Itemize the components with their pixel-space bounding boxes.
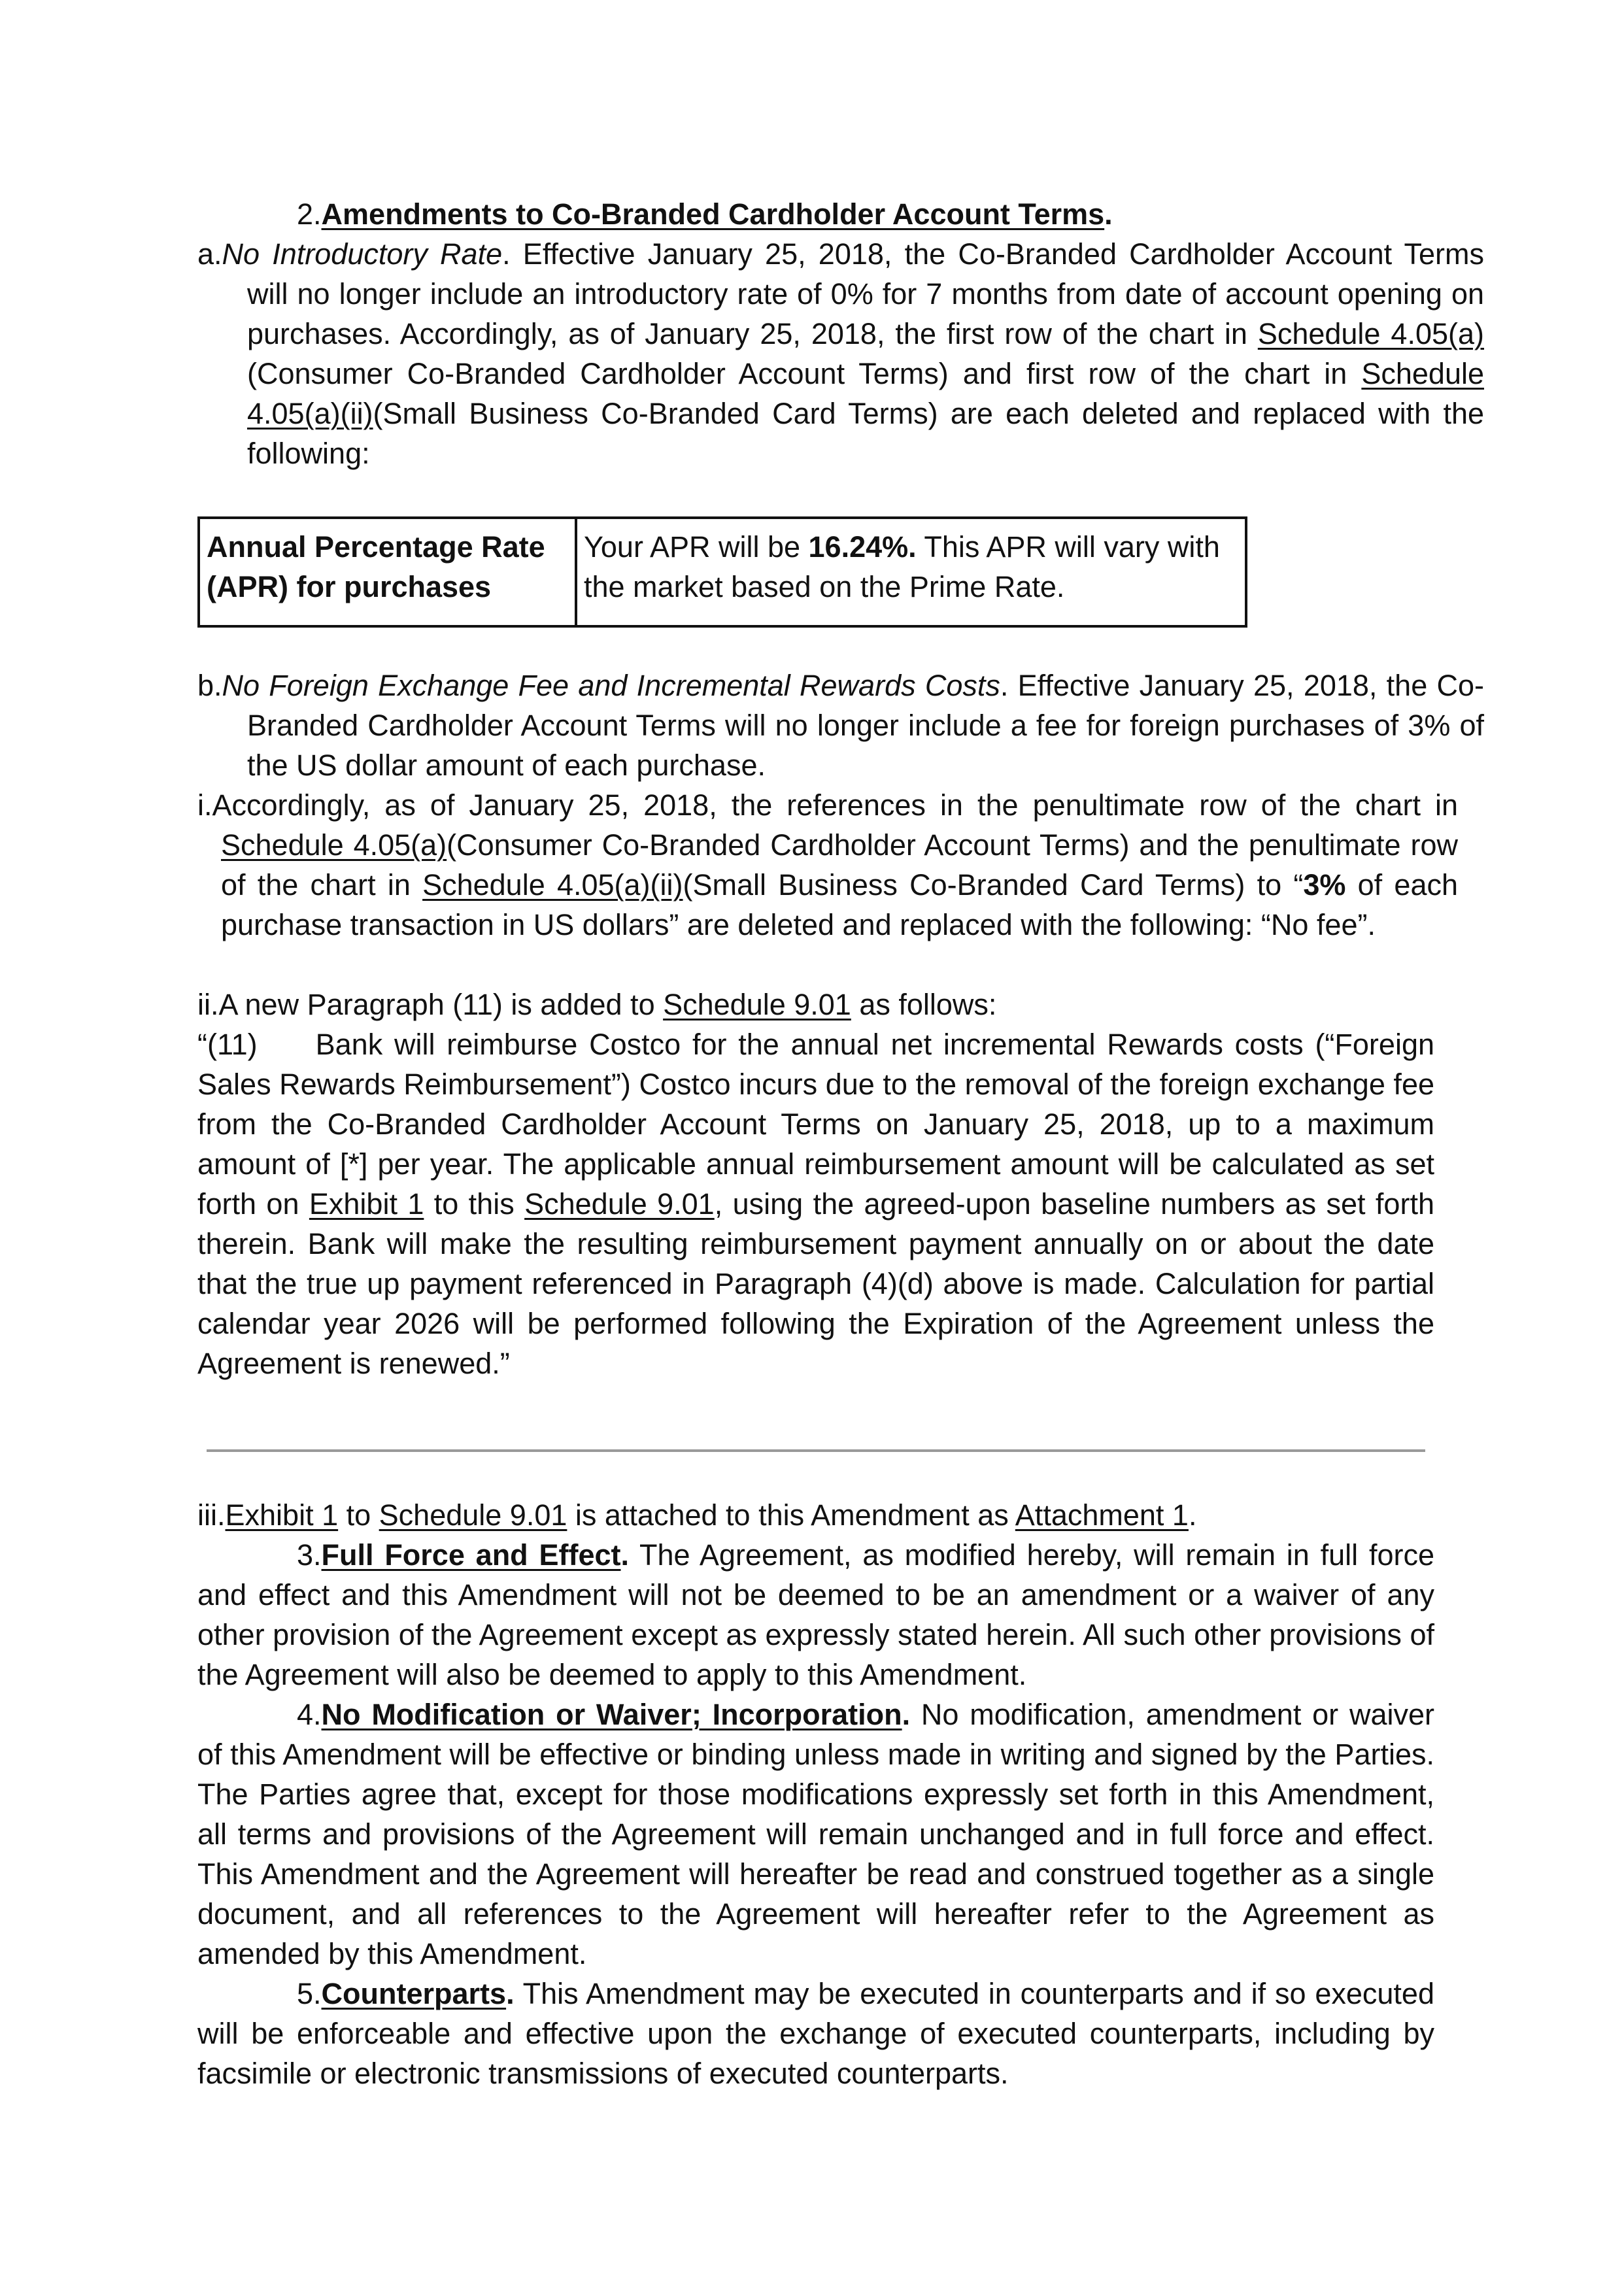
punctuation: . (902, 1698, 911, 1731)
punctuation: . (506, 1977, 515, 2010)
punctuation: . (1104, 197, 1113, 231)
schedule-reference: Schedule 4.05(a) (221, 828, 447, 862)
apr-label-cell: Annual Percentage Rate (APR) for purchases (199, 518, 576, 626)
punctuation: . (620, 1538, 630, 1572)
apr-text: Your APR will be (584, 530, 809, 564)
section-5 (197, 1974, 1434, 2093)
punctuation: . (1188, 1498, 1197, 1532)
apr-rate: 16.24%. (808, 530, 917, 564)
clause-b-i (197, 785, 1458, 945)
clause-b-ii (197, 985, 1434, 1024)
quote-text: , using the agreed-upon baseline numbers as set forth therein. Bank will make the resulting reimbursement payment annually on or about the date that the true up payment referenced in Paragraph (4)(d) above is made. Calculation for partial calendar year 2026 will be performed following the Expiration of the Agreement unless the Agreement is renewed.” (197, 1187, 1443, 1380)
section-2-heading (197, 194, 1534, 234)
section-number: 4. (297, 1698, 322, 1731)
clause-a (197, 234, 1484, 473)
exhibit-reference: Exhibit 1 (309, 1187, 424, 1221)
section-3 (197, 1535, 1434, 1695)
quote-text: “(11) Bank will reimburse Costco for the annual net incremental Rewards costs (“Foreign Sales Rewards Reimbursement”) Costco incurs due to the removal of the foreign exchange fee from the Co-Branded Cardholder Account Terms on January 25, 2018, up to a maximum amount of [*] per year. The applicable annual reimbursement amount will be calculated as set forth on (197, 1028, 1443, 1221)
quote-text: to this (424, 1187, 525, 1221)
clause-title: No Introductory Rate (222, 237, 503, 271)
table-row (199, 518, 1246, 626)
section-number: 5. (297, 1977, 322, 2010)
attachment-reference: Attachment 1 (1015, 1498, 1189, 1532)
schedule-reference: Schedule 4.05(a) (1257, 317, 1484, 350)
clause-label: a. (197, 237, 222, 271)
clause-text: . Effective January 25, 2018, the Co-Branded Cardholder Account Terms will no longer include an introductory rate of 0% for 7 months from date of account opening on purchases. Accordingly, as of January 25, 2018, the first row of the chart in (247, 237, 1484, 350)
clause-text: (Small Business Co-Branded Card Terms) are each deleted and replaced with the following: (247, 397, 1484, 470)
apr-value-cell (576, 518, 1246, 626)
section-title: Full Force and Effect (321, 1538, 621, 1572)
clause-text: (Consumer Co-Branded Cardholder Account Terms) and first row of the chart in (247, 357, 1362, 390)
clause-b-iii (197, 1495, 1434, 1535)
section-text: No modification, amendment or waiver of this Amendment will be effective or binding unless made in writing and signed by the Parties. The Parties agree that, except for those modifications expressly set forth in this Amendment, all terms and provisions of the Agreement will remain unchanged and in full force and effect. This Amendment and the Agreement will hereafter be read and construed together as a single document, and all references to the Agreement will hereafter refer to the Agreement as amended by this Amendment. (197, 1698, 1434, 1970)
clause-b (197, 666, 1484, 785)
section-title: Counterparts (321, 1977, 507, 2010)
schedule-reference: Schedule 4.05(a)(ii) (422, 868, 683, 902)
clause-text: A new Paragraph (11) is added to (218, 988, 664, 1021)
clause-text: Accordingly, as of January 25, 2018, the references in the penultimate row of the chart in (212, 788, 1458, 822)
quoted-paragraph-11 (197, 1024, 1443, 1383)
apr-table (197, 516, 1247, 628)
schedule-reference: Schedule 9.01 (663, 988, 851, 1021)
clause-label: iii. (197, 1498, 226, 1532)
section-number: 2. (297, 197, 322, 231)
clause-label: b. (197, 669, 222, 702)
section-4 (197, 1695, 1434, 1974)
horizontal-divider (207, 1449, 1425, 1452)
section-text: This Amendment may be executed in counterparts and if so executed will be enforceable and effective upon the exchange of executed counterparts, including by facsimile or electronic transmissions of executed counterparts. (197, 1977, 1434, 2090)
fee-percent: 3% (1303, 868, 1346, 902)
clause-title: No Foreign Exchange Fee and Incremental Rewards Costs (222, 669, 1000, 702)
exhibit-reference: Exhibit 1 (225, 1498, 339, 1532)
section-text: The Agreement, as modified hereby, will remain in full force and effect and this Amendment will not be deemed to be an amendment or a waiver of any other provision of the Agreement except as expressly stated herein. All such other provisions of the Agreement will also be deemed to apply to this Amendment. (197, 1538, 1434, 1691)
clause-text: is attached to this Amendment as (567, 1498, 1015, 1532)
schedule-reference: Schedule 9.01 (524, 1187, 715, 1221)
section-title: Amendments to Co-Branded Cardholder Account Terms (321, 197, 1105, 231)
clause-text: (Small Business Co-Branded Card Terms) to “ (683, 868, 1304, 902)
clause-text: as follows: (851, 988, 997, 1021)
section-number: 3. (297, 1538, 322, 1572)
clause-label: i. (197, 788, 212, 822)
clause-label: ii. (197, 988, 219, 1021)
clause-text: of each purchase transaction in US dollars” are deleted and replaced with the following: “No fee”. (221, 868, 1458, 941)
schedule-reference: Schedule 4.05(a)(ii) (247, 357, 1484, 430)
schedule-reference: Schedule 9.01 (379, 1498, 567, 1532)
clause-text: (Consumer Co-Branded Cardholder Account Terms) and the penultimate row of the chart in (221, 828, 1458, 902)
clause-text: to (338, 1498, 379, 1532)
section-title: No Modification or Waiver; Incorporation (321, 1698, 902, 1731)
clause-text: . Effective January 25, 2018, the Co-Branded Cardholder Account Terms will no longer include a fee for foreign purchases of 3% of the US dollar amount of each purchase. (247, 669, 1484, 782)
apr-text: This APR will vary with the market based on the Prime Rate. (584, 530, 1220, 603)
